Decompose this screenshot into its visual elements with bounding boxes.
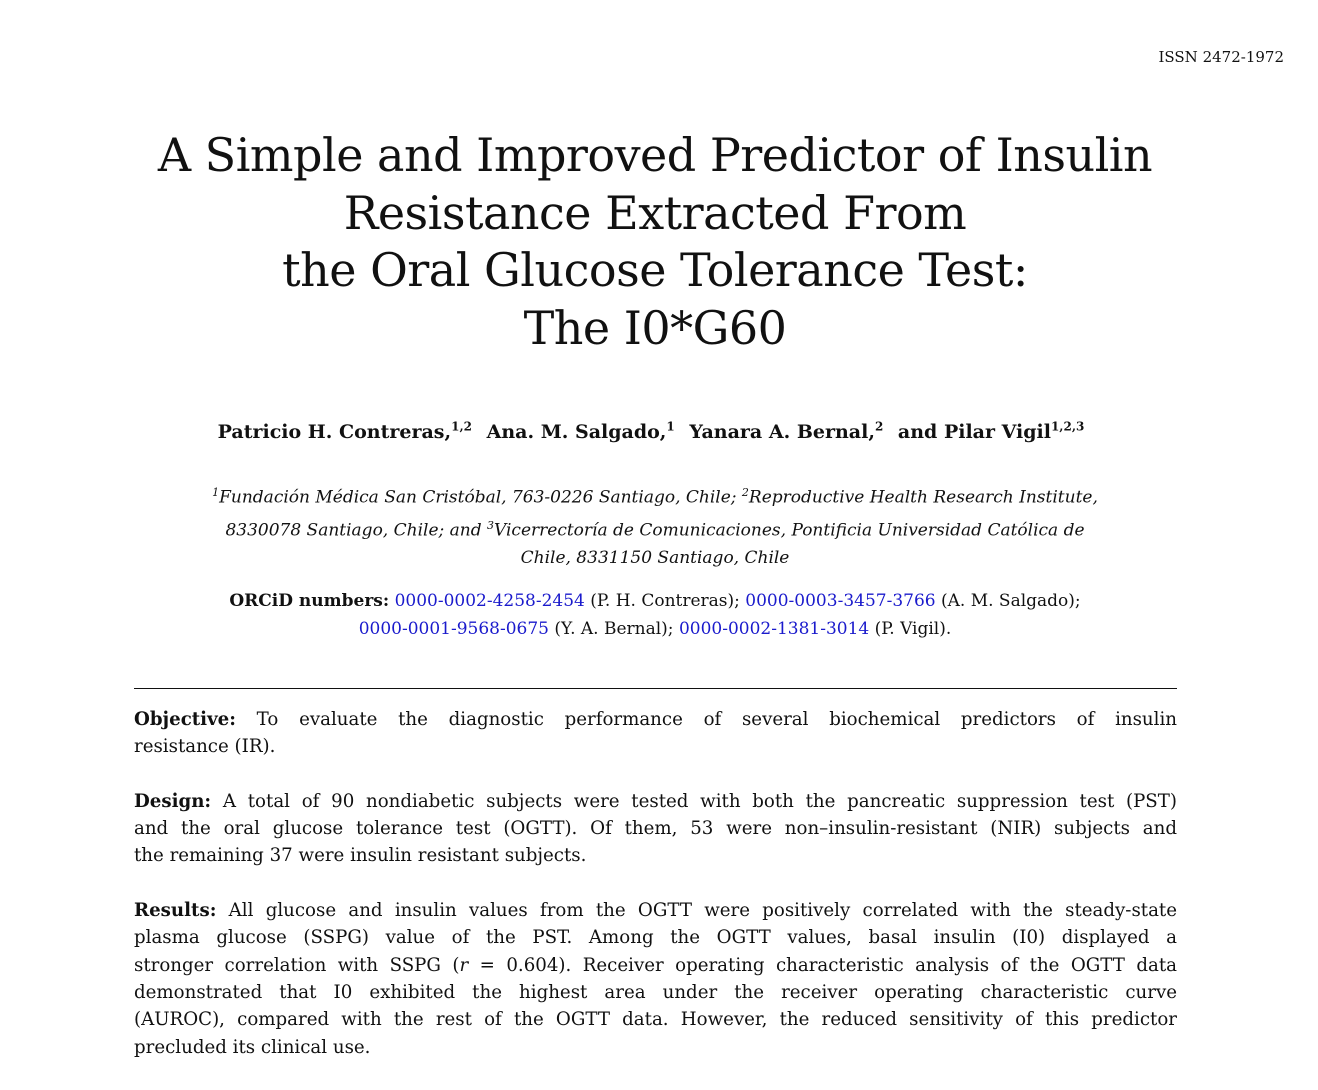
orcid-line: 0000-0001-9568-0675 (Y. A. Bernal); 0000-0002-1381-3014 (P. Vigil).: [358, 619, 952, 639]
abstract-line: and the oral glucose tolerance test (OGTT). Of them, 53 were non–insulin-resistant (NIR) subjects and: [134, 818, 1177, 840]
affiliation-line: Chile, 8331150 Santiago, Chile: [520, 548, 790, 569]
abstract-line: Objective: To evaluate the diagnostic performance of several biochemical predictors of insulin: [134, 709, 1177, 730]
abstract-line: the remaining 37 were insulin resistant subjects.: [134, 845, 587, 867]
affiliation-line: $^1$Fundación Médica San Cristóbal, 763-0226 Santiago, Chile; $^2$Reproductive Health Research Institute,: [212, 486, 1098, 508]
affiliations: [170, 479, 1140, 573]
abstract-line: Results: All glucose and insulin values from the OGTT were positively correlated with the steady-state: [134, 900, 1177, 922]
author: Patricio H. Contreras,$^{1,2}$: [217, 420, 472, 444]
orcid-link[interactable]: 0000-0001-9568-0675: [358, 619, 549, 639]
orcid-link[interactable]: 0000-0002-1381-3014: [678, 619, 870, 639]
abstract-line: resistance (IR).: [134, 736, 276, 758]
author: Ana. M. Salgado,$^1$: [486, 420, 675, 444]
abstract-line: (AUROC), compared with the rest of the OGTT data. However, the reduced sensitivity of this predictor: [134, 1009, 1177, 1031]
author: and Pilar Vigil$^{1,2,3}$: [897, 420, 1085, 444]
abstract-results: [134, 897, 1177, 1061]
abstract-line: Design: A total of 90 nondiabetic subjects were tested with both the pancreatic suppression test (PST): [134, 790, 1177, 812]
orcid-label: ORCiD numbers:: [229, 591, 390, 611]
author: Yanara A. Bernal,$^2$: [689, 420, 884, 444]
title-line: Resistance Extracted From: [343, 185, 967, 240]
author-affiliation-marker: 1,2,3: [1050, 420, 1085, 434]
orcid-numbers: [150, 587, 1160, 643]
affiliation-line: 8330078 Santiago, Chile; and $^3$Vicerrectoría de Comunicaciones, Pontificia Universidad Católica de: [225, 519, 1085, 541]
abstract-line: demonstrated that I0 exhibited the highest area under the receiver operating characteristic curve: [134, 981, 1177, 1003]
issn-number: ISSN 2472-1972: [1158, 48, 1284, 66]
abstract-line: stronger correlation with SSPG (r = 0.604). Receiver operating characteristic analysis of the OGTT data: [134, 954, 1177, 976]
paper-title: [0, 127, 1310, 357]
author-list: [0, 420, 1310, 443]
abstract-design: [134, 788, 1177, 870]
abstract-line: precluded its clinical use.: [134, 1036, 371, 1058]
author-affiliation-marker: 1,2: [451, 420, 472, 434]
abstract: [134, 706, 1177, 1088]
title-line: the Oral Glucose Tolerance Test:: [282, 243, 1028, 297]
section-label: Results:: [134, 900, 217, 922]
orcid-link[interactable]: 0000-0002-4258-2454: [394, 591, 585, 611]
section-label: Objective:: [134, 709, 236, 730]
section-label: Design:: [134, 790, 212, 812]
orcid-link[interactable]: 0000-0003-3457-3766: [745, 591, 936, 611]
title-line: The I0*G60: [523, 300, 787, 355]
author-affiliation-marker: 2: [874, 420, 884, 434]
orcid-line: ORCiD numbers: 0000-0002-4258-2454 (P. H. Contreras); 0000-0003-3457-3766 (A. M. Salgado);: [229, 591, 1081, 611]
abstract-line: plasma glucose (SSPG) value of the PST. Among the OGTT values, basal insulin (I0) displayed a: [134, 927, 1177, 949]
title-line: A Simple and Improved Predictor of Insulin: [157, 128, 1153, 182]
section-divider: [134, 688, 1177, 689]
author-affiliation-marker: 1: [666, 420, 675, 434]
abstract-objective: [134, 706, 1177, 761]
